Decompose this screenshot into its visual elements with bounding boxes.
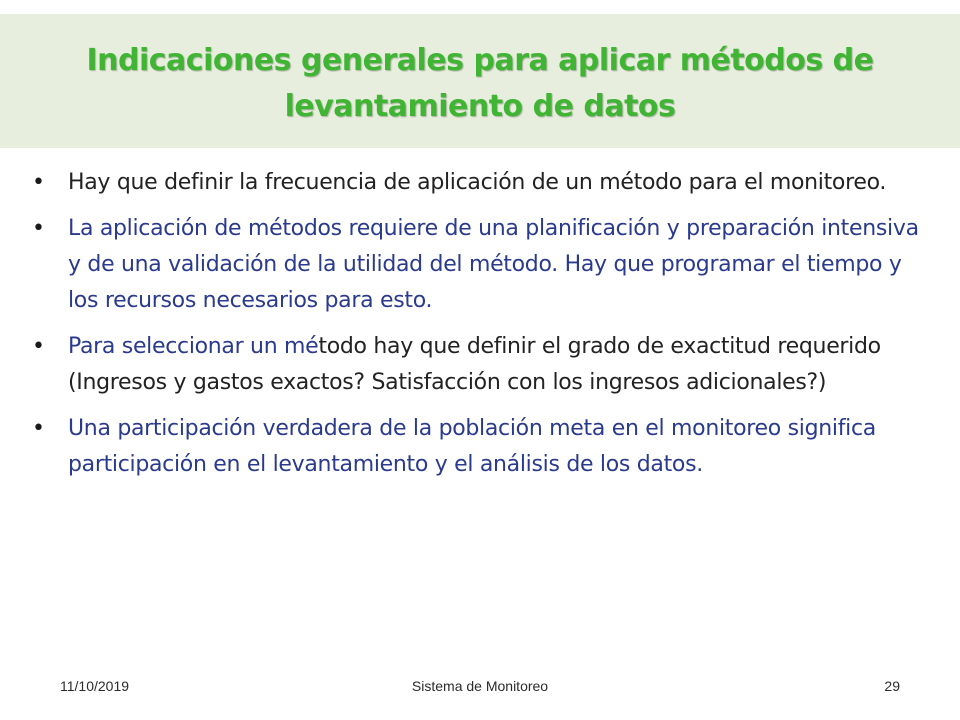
bullet-list (30, 165, 930, 493)
bullet-1-text: Hay que definir la frecuencia de aplicación de un método para el monitoreo. (68, 170, 887, 195)
bullet-item-2 (30, 211, 930, 319)
bullet-2-text: La aplicación de métodos requiere de una planificación y preparación intensiva y de una validación de la utilidad del método. Hay que programar el tiempo y los recursos necesarios para esto. (68, 216, 919, 313)
bullet-dot-icon: • (32, 334, 45, 359)
bullet-item-4 (30, 411, 930, 483)
bullet-4-text: Una participación verdadera de la población meta en el monitoreo significa participación en el levantamiento y el análisis de los datos. (68, 416, 876, 477)
bullet-dot-icon: • (32, 170, 45, 195)
bullet-dot-icon: • (32, 416, 45, 441)
footer-page-number: 29 (884, 678, 900, 694)
bullet-dot-icon: • (32, 216, 45, 241)
bullet-3-text-part-1: Para seleccionar un mé (68, 334, 319, 359)
bullet-item-3 (30, 329, 930, 401)
slide-title: Indicaciones generales para aplicar métodos de levantamiento de datos (86, 43, 874, 124)
footer-title: Sistema de Monitoreo (411, 678, 549, 694)
bullet-3-text-part-2: todo hay que definir el grado de exactitud requerido (Ingresos y gastos exactos? Satisfacción con los ingresos adicionales?) (68, 334, 881, 395)
footer-date: 11/10/2019 (60, 678, 130, 694)
bullet-item-1 (30, 165, 930, 201)
